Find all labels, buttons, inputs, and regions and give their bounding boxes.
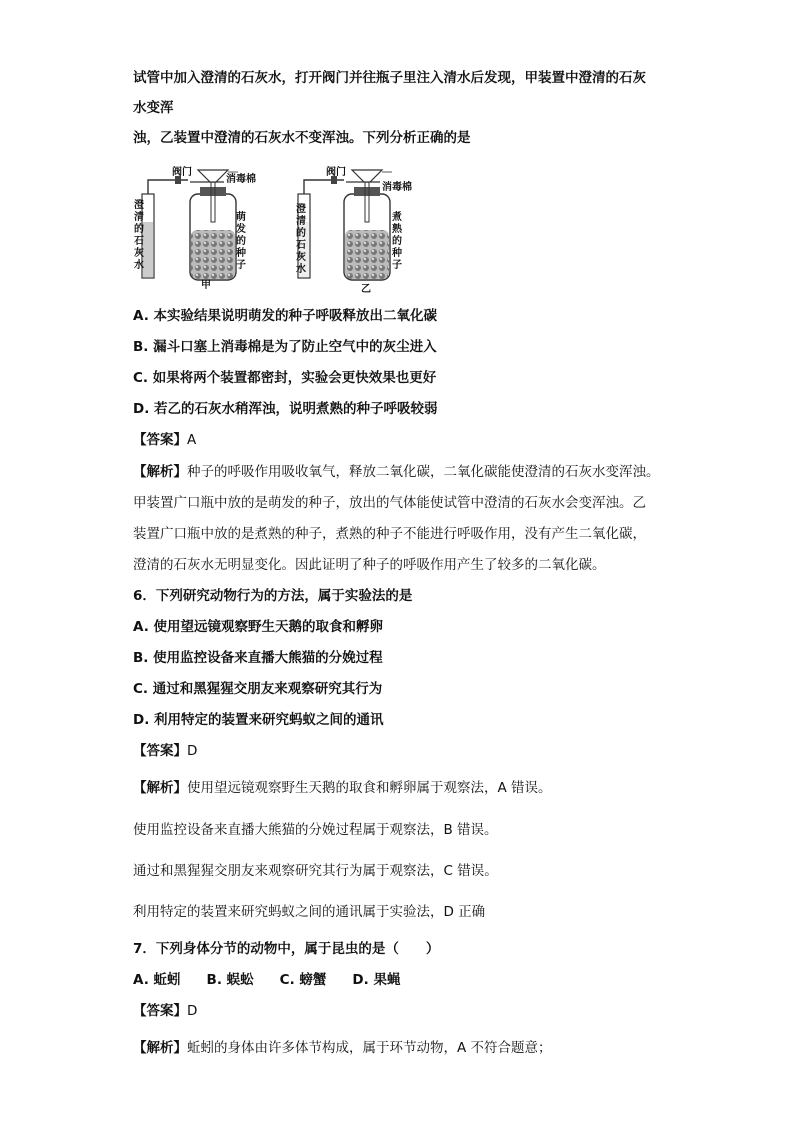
q6-stem: 6．下列研究动物行为的方法，属于实验法的是 — [133, 588, 413, 604]
q5-analysis-line-2: 甲装置广口瓶中放的是萌发的种子，放出的气体能使试管中澄清的石灰水会变浑浊。乙 — [133, 495, 646, 511]
label-germinating-seeds: 萌发的种子 — [236, 212, 246, 271]
answer-tag: 【答案】 — [133, 1003, 187, 1019]
q7-option-a: A. 蚯蚓 — [133, 972, 181, 988]
q6-answer — [133, 741, 197, 761]
analysis-text: 蚯蚓的身体由许多体节构成，属于环节动物，A 不符合题意； — [187, 1040, 552, 1056]
analysis-text: 使用望远镜观察野生天鹅的取食和孵卵属于观察法，A 错误。 — [187, 780, 552, 796]
q5-intro-line-2: 水变浑 — [133, 100, 174, 116]
analysis-tag: 【解析】 — [133, 1040, 187, 1056]
label-boiled-seeds: 煮熟的种子 — [392, 212, 402, 271]
label-cotton-yi: 消毒棉 — [382, 182, 412, 193]
q7-option-c: C. 螃蟹 — [279, 972, 327, 988]
q7-option-d: D. 果蝇 — [352, 972, 401, 988]
q7-option-b: B. 蜈蚣 — [206, 972, 254, 988]
q6-option-c: C. 通过和黑猩猩交朋友来观察研究其行为 — [133, 681, 383, 697]
q5-intro-line-1: 试管中加入澄清的石灰水，打开阀门并往瓶子里注入清水后发现，甲装置中澄清的石灰 — [133, 70, 646, 86]
q7-answer — [133, 1001, 197, 1021]
q6-analysis-line-2: 使用监控设备来直播大熊猫的分娩过程属于观察法，B 错误。 — [133, 822, 498, 838]
q5-answer — [133, 430, 196, 450]
label-cotton-jia: 消毒棉 — [226, 174, 256, 185]
analysis-text: 种子的呼吸作用吸收氧气，释放二氧化碳，二氧化碳能使澄清的石灰水变浑浊。 — [187, 464, 660, 480]
device-yi — [298, 170, 392, 280]
label-yi: 乙 — [361, 284, 371, 295]
q6-option-a: A. 使用望远镜观察野生天鹅的取食和孵卵 — [133, 619, 384, 635]
q7-stem: 7．下列身体分节的动物中，属于昆虫的是（ ） — [133, 941, 440, 957]
answer-tag: 【答案】 — [133, 743, 187, 759]
answer-value: A — [187, 432, 197, 448]
q5-option-b: B. 漏斗口塞上消毒棉是为了防止空气中的灰尘进入 — [133, 339, 437, 355]
q5-analysis-line-4: 澄清的石灰水无明显变化。因此证明了种子的呼吸作用产生了较多的二氧化碳。 — [133, 557, 606, 573]
q7-analysis-line-1 — [133, 1038, 552, 1058]
q5-option-d: D. 若乙的石灰水稍浑浊，说明煮熟的种子呼吸较弱 — [133, 401, 438, 417]
label-limewater-jia: 澄清的石灰水 — [134, 200, 144, 271]
analysis-tag: 【解析】 — [133, 464, 187, 480]
answer-tag: 【答案】 — [133, 432, 187, 448]
analysis-tag: 【解析】 — [133, 780, 187, 796]
answer-value: D — [187, 1003, 198, 1019]
q5-intro-line-3: 浊，乙装置中澄清的石灰水不变浑浊。下列分析正确的是 — [133, 130, 471, 146]
q5-option-c: C. 如果将两个装置都密封，实验会更快效果也更好 — [133, 370, 437, 386]
label-limewater-yi: 澄清的石灰水 — [296, 204, 306, 275]
q6-option-d: D. 利用特定的装置来研究蚂蚁之间的通讯 — [133, 712, 384, 728]
q6-option-b: B. 使用监控设备来直播大熊猫的分娩过程 — [133, 650, 383, 666]
q6-analysis-line-3: 通过和黑猩猩交朋友来观察研究其行为属于观察法，C 错误。 — [133, 863, 498, 879]
q7-options — [133, 970, 400, 990]
q5-option-a: A. 本实验结果说明萌发的种子呼吸释放出二氧化碳 — [133, 308, 438, 324]
label-jia: 甲 — [201, 280, 211, 291]
label-valve-jia: 阀门 — [172, 167, 192, 178]
q5-analysis-line-3: 装置广口瓶中放的是煮熟的种子，煮熟的种子不能进行呼吸作用，没有产生二氧化碳， — [133, 526, 646, 542]
q6-analysis-line-4: 利用特定的装置来研究蚂蚁之间的通讯属于实验法，D 正确 — [133, 904, 486, 920]
label-valve-yi: 阀门 — [326, 167, 346, 178]
q5-analysis-line-1 — [133, 462, 660, 482]
q6-analysis-line-1 — [133, 778, 552, 798]
answer-value: D — [187, 743, 198, 759]
device-jia — [142, 170, 238, 280]
